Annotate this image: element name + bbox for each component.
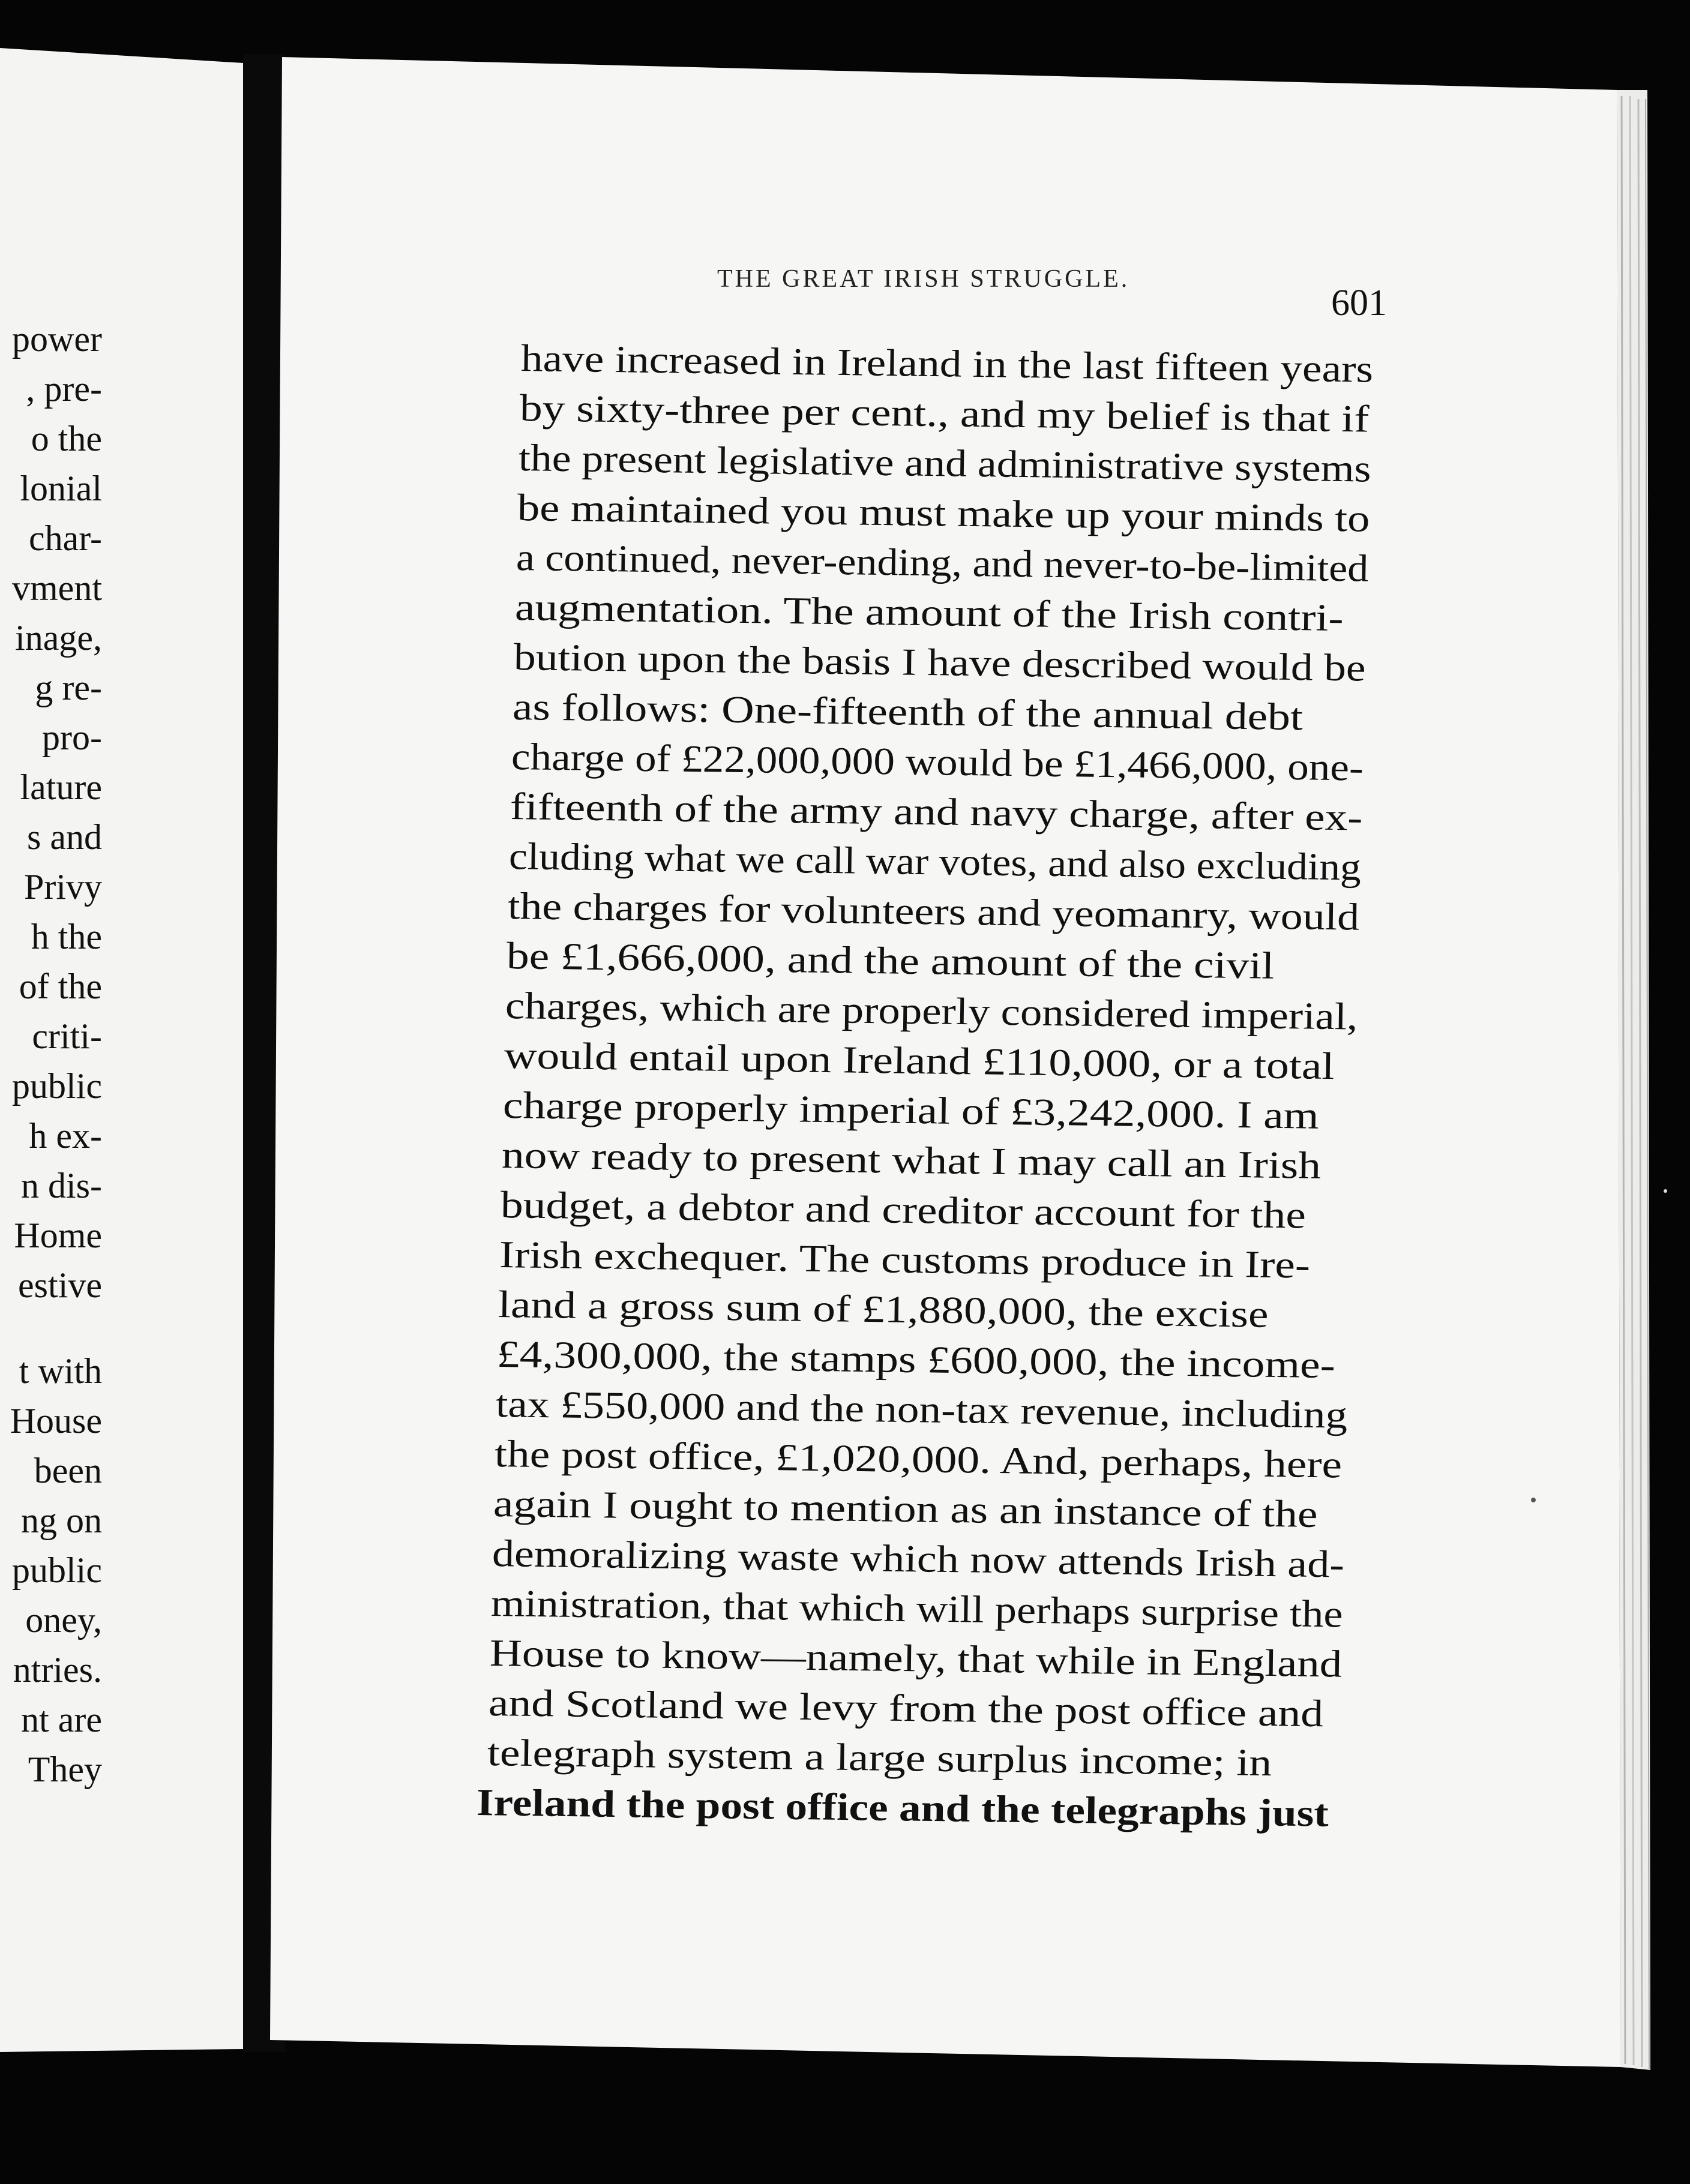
left-page-line: public — [12, 1066, 102, 1106]
left-page-line: lonial — [20, 469, 102, 508]
body-line: land a gross sum of £1,880,000, the excise — [498, 1283, 1269, 1336]
body-line: a continued, never-ending, and never-to-be-limited — [516, 536, 1369, 590]
body-line: cluding what we call war votes, and also excluding — [508, 835, 1362, 889]
body-line: demoralizing waste which now attends Irish ad- — [492, 1532, 1345, 1586]
left-page-line: o the — [31, 419, 102, 458]
left-page-line: criti- — [32, 1016, 102, 1056]
body-line: ministration, that which will perhaps surprise the — [490, 1582, 1344, 1636]
left-page-line: vment — [12, 568, 102, 608]
body-line: be maintained you must make up your minds to — [517, 486, 1370, 540]
body-line: tax £550,000 and the non-tax revenue, including — [495, 1382, 1348, 1436]
body-line: have increased in Ireland in the last fifteen years — [520, 337, 1374, 391]
left-page-line: nt are — [21, 1700, 102, 1739]
left-page-line: pro- — [42, 718, 102, 757]
left-page-line: t with — [19, 1351, 102, 1391]
body-line: would entail upon Ireland £110,000, or a total — [504, 1034, 1335, 1088]
body-line: and Scotland we levy from the post office and — [488, 1681, 1324, 1735]
body-line: be £1,666,000, and the amount of the civil — [506, 934, 1275, 987]
left-page-line: Home — [14, 1216, 102, 1255]
left-page-line: , pre- — [26, 369, 102, 409]
left-page-line: s and — [27, 817, 102, 857]
left-page-line: estive — [18, 1265, 102, 1305]
body-line: now ready to present what I may call an Irish — [501, 1133, 1322, 1187]
left-page-line: ng on — [21, 1501, 102, 1540]
body-line: as follows: One-fifteenth of the annual debt — [512, 685, 1304, 739]
body-line: charges, which are properly considered imperial, — [505, 984, 1358, 1038]
body-line: House to know—namely, that while in England — [489, 1631, 1343, 1685]
left-page-line: inage, — [15, 618, 102, 658]
left-page-line: public — [12, 1550, 102, 1590]
left-page-line: been — [34, 1451, 102, 1490]
left-page-line: char- — [28, 518, 102, 558]
page-number: 601 — [1331, 283, 1387, 323]
body-line: charge of £22,000,000 would be £1,466,000, one- — [511, 735, 1364, 789]
running-header: THE GREAT IRISH STRUGGLE. — [717, 265, 1130, 293]
body-line: telegraph system a large surplus income; in — [487, 1731, 1272, 1784]
body-line: fifteenth of the army and navy charge, after ex- — [510, 785, 1363, 839]
body-line: augmentation. The amount of the Irish contri- — [514, 586, 1344, 640]
left-page-line: lature — [20, 767, 102, 807]
left-page-line: h the — [31, 917, 102, 956]
body-line: Ireland the post office and the telegraphs just — [476, 1781, 1329, 1835]
body-line: the present legislative and administrative systems — [518, 436, 1371, 490]
left-page-line: oney, — [25, 1600, 102, 1640]
left-page-line: ntries. — [13, 1650, 102, 1690]
left-page-line: of the — [19, 967, 102, 1006]
body-line: again I ought to mention as an instance of the — [493, 1482, 1319, 1535]
left-page-line: House — [10, 1401, 102, 1441]
left-page-line: Privy — [23, 867, 102, 907]
body-line: the post office, £1,020,000. And, perhaps, here — [494, 1432, 1343, 1486]
left-page-line: n dis- — [21, 1166, 102, 1205]
left-page-line: h ex- — [29, 1116, 102, 1156]
body-line: the charges for volunteers and yeomanry, would — [507, 884, 1360, 938]
body-line: £4,300,000, the stamps £600,000, the income- — [496, 1333, 1336, 1387]
left-page-line: power — [12, 319, 102, 359]
body-line: charge properly imperial of £3,242,000. I am — [502, 1084, 1320, 1137]
left-page-line: g re- — [35, 668, 102, 707]
body-line: by sixty-three per cent., and my belief is that if — [519, 386, 1370, 440]
left-page-line: They — [28, 1750, 102, 1789]
body-line: Irish exchequer. The customs produce in Ire- — [499, 1233, 1311, 1286]
body-line: budget, a debtor and creditor account for the — [500, 1183, 1307, 1237]
body-line: bution upon the basis I have described would be — [513, 635, 1367, 689]
